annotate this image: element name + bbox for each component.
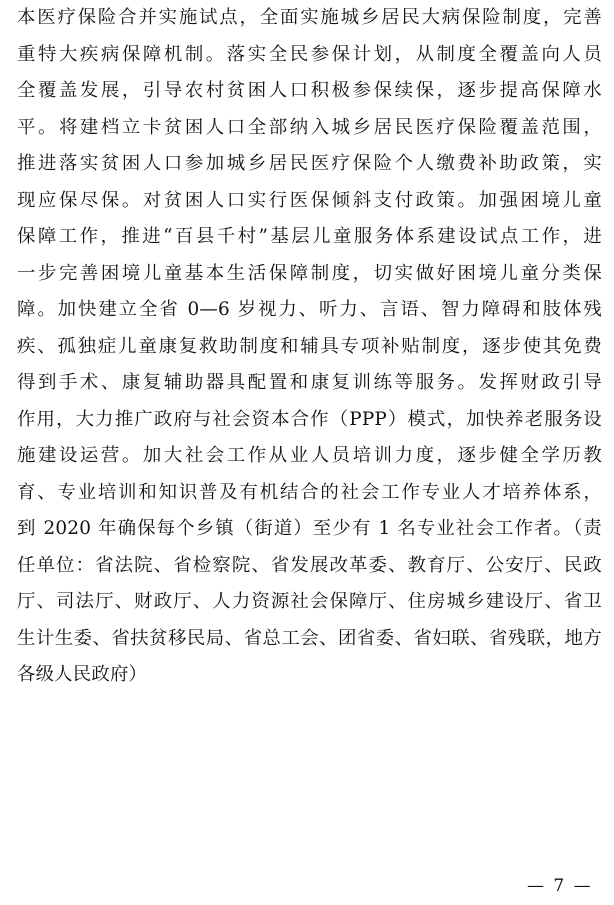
text-line: 到 2020 年确保每个乡镇（街道）至少有 1 名专业社会工作者。（责 xyxy=(17,518,602,539)
text-line: 现应保尽保。对贫困人口实行医保倾斜支付政策。加强困境儿童 xyxy=(17,189,602,211)
text-line: 育、专业培训和知识普及有机结合的社会工作专业人才培养体系， xyxy=(17,481,602,503)
text-line: 各级人民政府） xyxy=(17,664,148,685)
text-line: 平。将建档立卡贫困人口全部纳入城乡居民医疗保险覆盖范围， xyxy=(17,116,602,138)
text-line: 厅、司法厅、财政厅、人力资源社会保障厅、住房城乡建设厅、省卫 xyxy=(17,591,602,612)
page-number: — 7 — xyxy=(527,876,593,896)
text-line: 本医疗保险合并实施试点，全面实施城乡居民大病保险制度，完善 xyxy=(17,7,602,28)
text-line: 作用，大力推广政府与社会资本合作（PPP）模式，加快养老服务设 xyxy=(17,408,602,430)
text-line: 保障工作，推进“百县千村”基层儿童服务体系建设试点工作，进 xyxy=(17,226,602,247)
text-line: 生计生委、省扶贫移民局、省总工会、团省委、省妇联、省残联，地方 xyxy=(17,627,602,649)
body-text xyxy=(17,0,602,694)
text-line: 重特大疾病保障机制。落实全民参保计划，从制度全覆盖向人员 xyxy=(17,43,602,65)
text-line: 一步完善困境儿童基本生活保障制度，切实做好困境儿童分类保 xyxy=(17,262,602,284)
text-line: 任单位：省法院、省检察院、省发展改革委、教育厅、公安厅、民政 xyxy=(17,554,602,576)
text-line: 得到手术、康复辅助器具配置和康复训练等服务。发挥财政引导 xyxy=(17,372,602,393)
text-line: 施建设运营。加大社会工作从业人员培训力度，逐步健全学历教 xyxy=(17,445,602,466)
text-line: 障。加快建立全省 0—6 岁视力、听力、言语、智力障碍和肢体残 xyxy=(17,299,602,320)
text-line: 全覆盖发展，引导农村贫困人口积极参保续保，逐步提高保障水 xyxy=(17,80,602,101)
text-line: 推进落实贫困人口参加城乡居民医疗保险个人缴费补助政策，实 xyxy=(17,153,602,174)
text-line: 疾、孤独症儿童康复救助制度和辅具专项补贴制度，逐步使其免费 xyxy=(17,335,602,357)
